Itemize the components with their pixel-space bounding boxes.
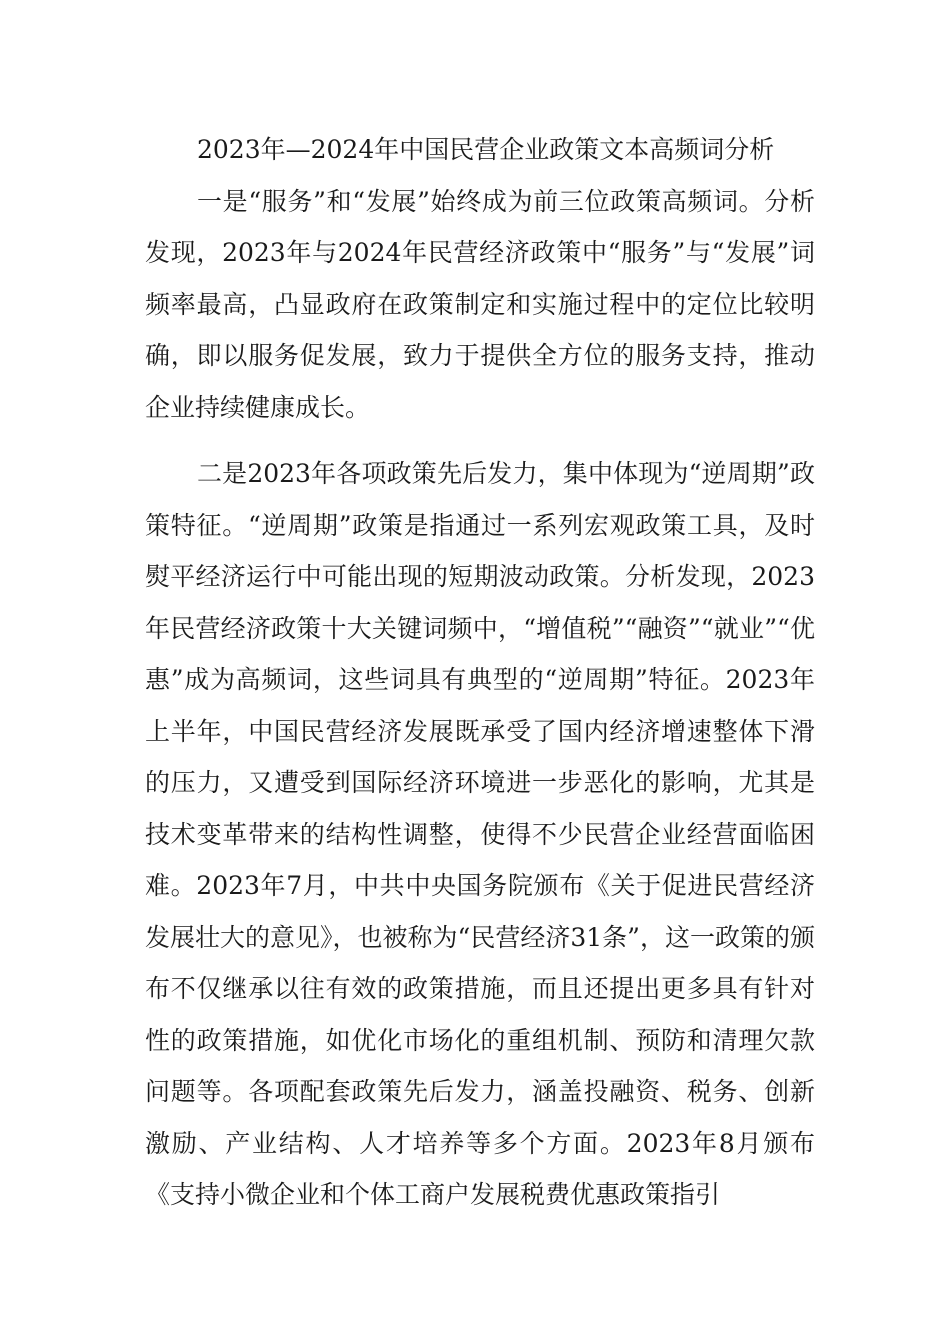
document-body — [145, 124, 815, 1221]
document-title: 2023年—2024年中国民营企业政策文本高频词分析 — [197, 135, 775, 164]
paragraph-2: 二是2023年各项政策先后发力，集中体现为“逆周期”政策特征。“逆周期”政策是指通过一系列宏观政策工具，及时熨平经济运行中可能出现的短期波动政策。分析发现，2023年民营经济政策十大关键词频中，“增值税”“融资”“就业”“优惠”成为高频词，这些词具有典型的“逆周期”特征。2023年上半年，中国民营经济发展既承受了国内经济增速整体下滑的压力，又遭受到国际经济环境进一步恶化的影响，尤其是技术变革带来的结构性调整，使得不少民营企业经营面临困难。2023年7月，中共中央国务院颁布《关于促进民营经济发展壮大的意见》，也被称为“民营经济31条”，这一政策的颁布不仅继承以往有效的政策措施，而且还提出更多具有针对性的政策措施，如优化市场化的重组机制、预防和清理欠款问题等。各项配套政策先后发力，涵盖投融资、税务、创新激励、产业结构、人才培养等多个方面。2023年8月颁布《支持小微企业和个体工商户发展税费优惠政策指引 — [145, 459, 815, 1209]
paragraph-1: 一是“服务”和“发展”始终成为前三位政策高频词。分析发现，2023年与2024年民营经济政策中“服务”与“发展”词频率最高，凸显政府在政策制定和实施过程中的定位比较明确，即以服务促发展，致力于提供全方位的服务支持，推动企业持续健康成长。 — [145, 186, 815, 422]
